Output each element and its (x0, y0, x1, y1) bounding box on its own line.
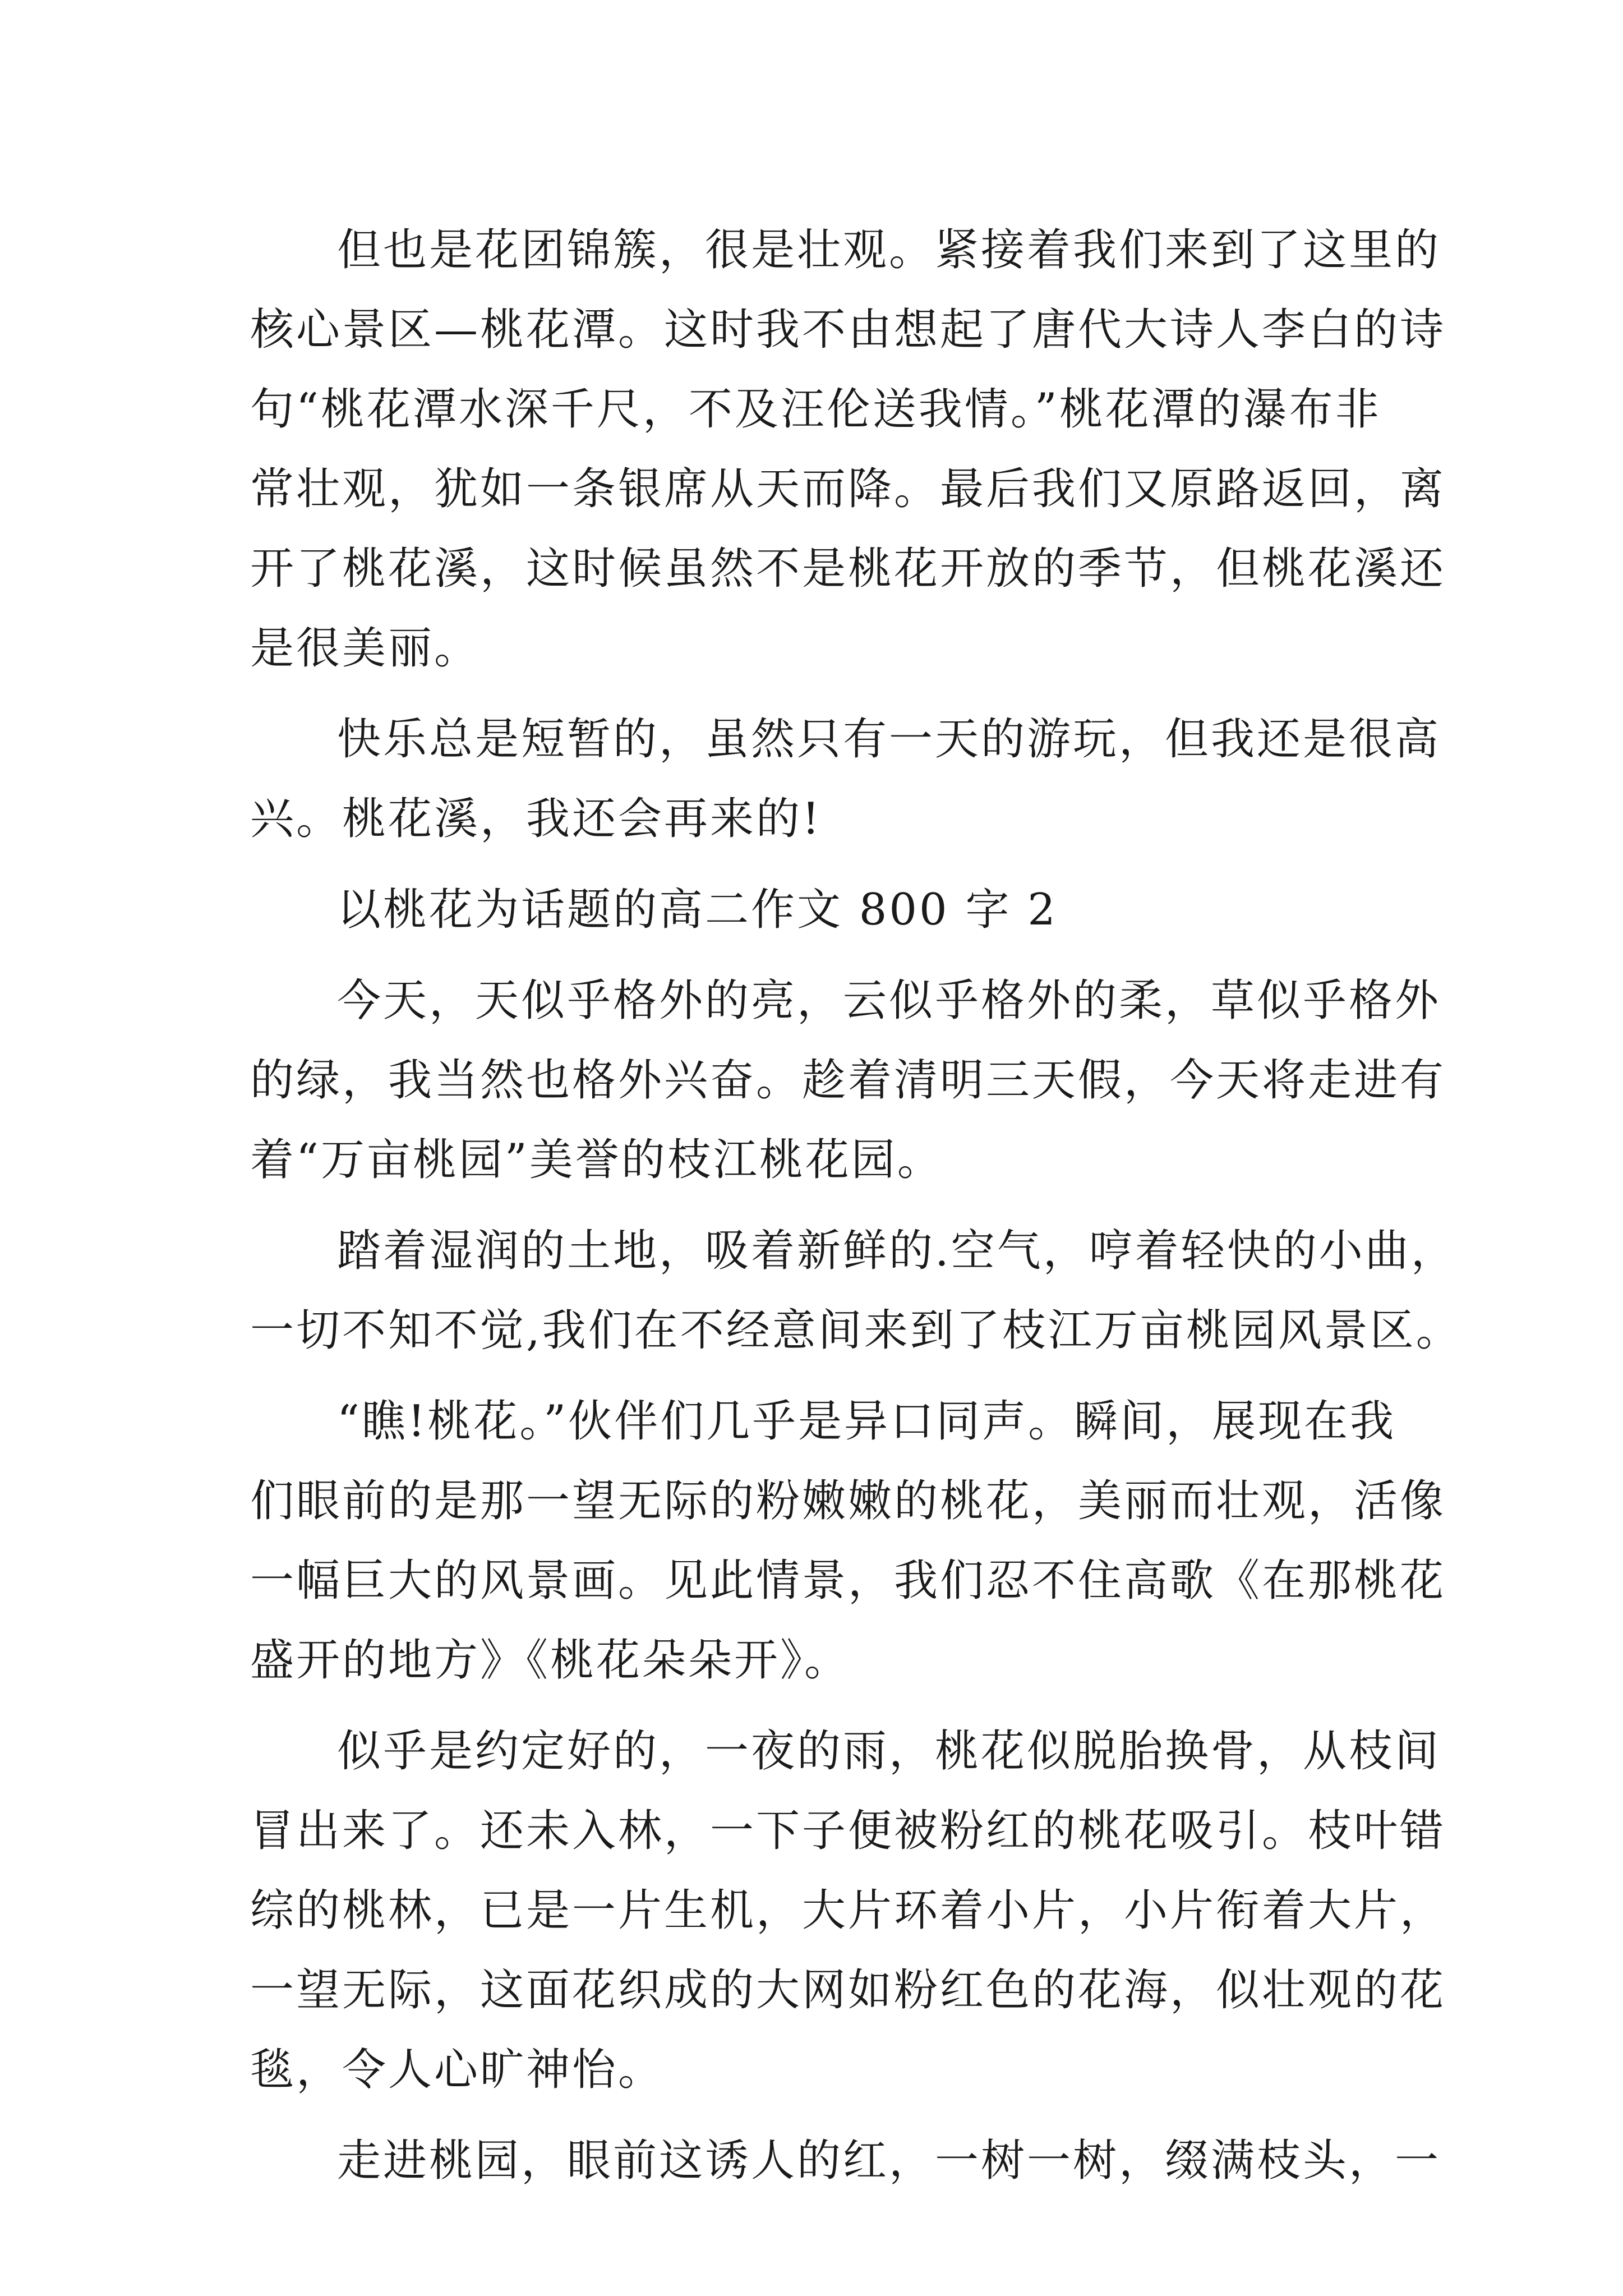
text-line: 兴。桃花溪，我还会再来的! (250, 794, 822, 844)
text-line: 句“桃花潭水深千尺，不及汪伦送我情。”桃花潭的瀑布非 (250, 384, 1381, 435)
text-line: 核心景区—桃花潭。这时我不由想起了唐代大诗人李白的诗 (250, 305, 1446, 355)
text-line: 的绿，我当然也格外兴奋。趁着清明三天假，今天将走进有 (250, 1055, 1446, 1106)
text-line: 踏着湿润的土地，吸着新鲜的.空气，哼着轻快的小曲， (337, 1226, 1457, 1276)
text-line: 常壮观，犹如一条银席从天而降。最后我们又原路返回，离 (250, 464, 1446, 514)
text-line: 但也是花团锦簇，很是壮观。紧接着我们来到了这里的 (337, 225, 1441, 275)
text-line: 似乎是约定好的，一夜的雨，桃花似脱胎换骨，从枝间 (337, 1726, 1441, 1777)
text-line: 毯，令人心旷神怡。 (250, 2045, 665, 2095)
text-line: 以桃花为话题的高二作文 800 字 2 (337, 885, 1058, 935)
text-line: 盛开的地方》《桃花朵朵开》。 (250, 1635, 851, 1686)
text-line: 一切不知不觉,我们在不经意间来到了枝江万亩桃园风景区。 (250, 1305, 1462, 1356)
text-line: 们眼前的是那一望无际的粉嫩嫩的桃花，美丽而壮观，活像 (250, 1476, 1446, 1526)
text-line: 快乐总是短暂的，虽然只有一天的游玩，但我还是很高 (337, 714, 1441, 765)
text-line: 是很美丽。 (250, 623, 481, 674)
text-line: 开了桃花溪，这时候虽然不是桃花开放的季节，但桃花溪还 (250, 544, 1446, 594)
text-line: 冒出来了。还未入林，一下子便被粉红的桃花吸引。枝叶错 (250, 1806, 1446, 1856)
text-line: 一幅巨大的风景画。见此情景，我们忍不住高歌《在那桃花 (250, 1556, 1446, 1606)
text-line: 走进桃园，眼前这诱人的红，一树一树，缀满枝头，一 (337, 2136, 1441, 2186)
text-line: 今天，天似乎格外的亮，云似乎格外的柔，草似乎格外 (337, 976, 1441, 1026)
text-line: “瞧!桃花。”伙伴们几乎是异口同声。瞬间，展现在我 (337, 1396, 1396, 1447)
text-line: 着“万亩桃园”美誉的枝江桃花园。 (250, 1135, 943, 1185)
essay-text (250, 210, 1462, 2201)
text-line: 一望无际，这面花织成的大网如粉红色的花海，似壮观的花 (250, 1965, 1446, 2016)
text-line: 综的桃林，已是一片生机，大片环着小片，小片衔着大片， (250, 1885, 1446, 1936)
